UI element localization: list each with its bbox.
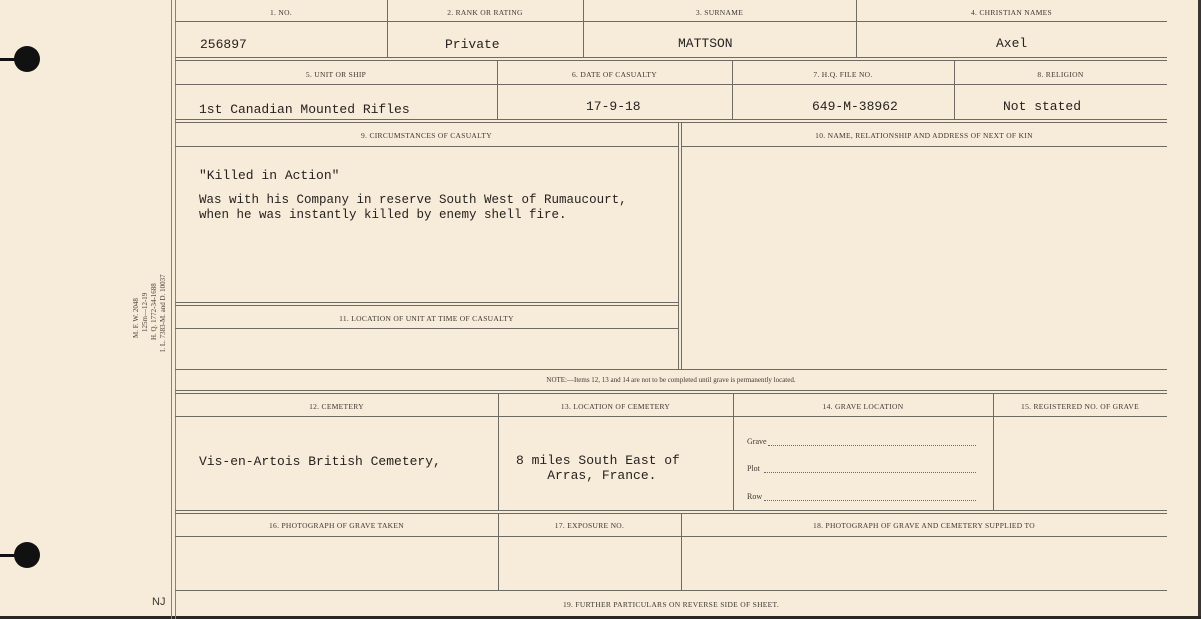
- surname-value: MATTSON: [678, 36, 733, 51]
- header-christian-names: 4. CHRISTIAN NAMES: [970, 8, 1053, 17]
- header-cemetery: 12. CEMETERY: [309, 402, 364, 411]
- location-cemetery-value: 8 miles South East of Arras, France.: [516, 453, 680, 483]
- header-circumstances: 9. CIRCUMSTANCES OF CASUALTY: [361, 131, 492, 140]
- header-no: 1. NO.: [269, 8, 292, 17]
- header-registered-no: 15. REGISTERED NO. OF GRAVE: [1021, 402, 1139, 411]
- grave-note: NOTE:—Items 12, 13 and 14 are not to be completed until grave is permanently located.: [546, 376, 796, 384]
- header-rank: 2. RANK OR RATING: [447, 8, 523, 17]
- date-value: 17-9-18: [586, 99, 641, 114]
- header-location-cemetery: 13. LOCATION OF CEMETERY: [560, 402, 671, 411]
- file-no-value: 649-M-38962: [812, 99, 898, 114]
- christian-names-value: Axel: [996, 36, 1028, 51]
- header-unit: 5. UNIT OR SHIP: [305, 70, 367, 79]
- circumstances-text: Was with his Company in reserve South West of Rumaucourt, when he was instantly killed by enemy shell fire.: [199, 193, 627, 222]
- print-code-2: 125m—12-19: [141, 292, 149, 332]
- header-location-unit: 11. LOCATION OF UNIT AT TIME OF CASUALTY: [339, 314, 514, 323]
- row-label: Row: [747, 492, 763, 501]
- header-date: 6. DATE OF CASUALTY: [571, 70, 657, 79]
- cemetery-value: Vis-en-Artois British Cemetery,: [199, 454, 441, 469]
- print-code-1: M. F. W. 2048: [132, 298, 140, 338]
- print-code-3: H. Q. 1772-34-1688: [150, 283, 158, 340]
- header-photo-taken: 16. PHOTOGRAPH OF GRAVE TAKEN: [269, 521, 404, 530]
- header-religion: 8. RELIGION: [1037, 70, 1084, 79]
- header-next-of-kin: 10. NAME, RELATIONSHIP AND ADDRESS OF NEXT OF KIN: [815, 131, 1033, 140]
- header-surname: 3. SURNAME: [695, 8, 744, 17]
- corner-mark: NJ: [152, 596, 166, 608]
- service-number: 256897: [200, 37, 247, 52]
- header-grave-location: 14. GRAVE LOCATION: [822, 402, 904, 411]
- rank-value: Private: [445, 37, 500, 52]
- grave-label: Grave: [747, 437, 767, 446]
- circumstances-title: "Killed in Action": [199, 168, 340, 183]
- religion-value: Not stated: [1003, 99, 1082, 114]
- header-exposure: 17. EXPOSURE NO.: [554, 521, 625, 530]
- unit-value: 1st Canadian Mounted Rifles: [199, 102, 410, 117]
- header-file-no: 7. H.Q. FILE NO.: [813, 70, 873, 79]
- header-further-particulars: 19. FURTHER PARTICULARS ON REVERSE SIDE OF SHEET.: [562, 600, 780, 609]
- print-code-4: I. L. 7383-M. and D. 10037: [159, 274, 167, 352]
- header-photo-supplied: 18. PHOTOGRAPH OF GRAVE AND CEMETERY SUPPLIED TO: [813, 521, 1035, 530]
- plot-label: Plot: [747, 464, 760, 473]
